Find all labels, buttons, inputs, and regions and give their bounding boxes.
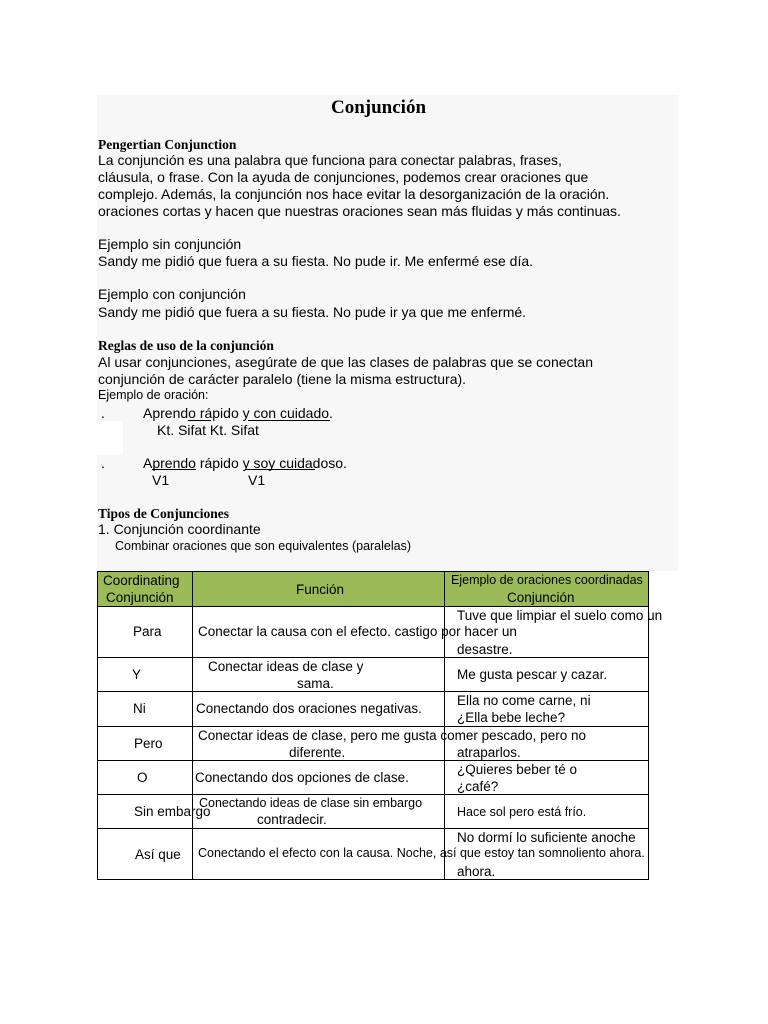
header-col2: Función [296, 582, 345, 597]
conjunction-cell: O [137, 770, 148, 785]
function-cell-line: diferente. [289, 745, 346, 760]
example-cell-line: Tuve que limpiar el suelo como un [457, 608, 663, 623]
table-row [98, 727, 649, 761]
example-cell-line: ¿Quieres beber té o [457, 762, 578, 777]
function-cell: Conectando el efecto con la causa. Noche, así que estoy tan somnoliento ahora. [198, 846, 645, 860]
example-cell-line: ¿Ella bebe leche? [457, 710, 566, 725]
types-item-1: 1. Conjunción coordinante [98, 521, 261, 537]
example-with-text: Sandy me pidió que fuera a su fiesta. No pude ir ya que me enfermé. [98, 304, 527, 320]
example-sentence-2: Aprendo rápido y soy cuidadoso. [143, 455, 347, 471]
paragraph-line: La conjunción es una palabra que funciona para conectar palabras, frases, [98, 152, 562, 168]
white-block [97, 421, 123, 455]
example-cell-line: ¿café? [457, 779, 499, 794]
function-cell: Conectando dos opciones de clase. [195, 770, 409, 785]
example-cell-line: ahora. [457, 864, 496, 879]
header-ejemplo [445, 572, 649, 607]
bullet-marker: . [101, 455, 105, 471]
conjunction-cell: Y [132, 667, 142, 682]
function-cell-line: contradecir. [257, 812, 327, 827]
header-col1-line1: Coordinating [103, 573, 180, 588]
underline-mark [246, 469, 315, 470]
example-cell: atraparlos. [457, 745, 521, 760]
function-cell-line: Conectar ideas de clase y [208, 659, 364, 674]
example-sentence-1-tags: Kt. Sifat Kt. Sifat [157, 422, 259, 438]
conjunction-cell: Para [133, 624, 162, 639]
example-sentence-label: Ejemplo de oración: [98, 388, 209, 402]
conjunction-table [97, 571, 663, 880]
table-header-row [98, 572, 649, 607]
example-cell: Hace sol pero está frío. [457, 805, 587, 819]
conjunction-cell: Ni [133, 701, 146, 716]
function-cell: Conectando dos oraciones negativas. [196, 701, 422, 716]
paragraph-line: cláusula, o frase. Con la ayuda de conjunciones, podemos crear oraciones que [98, 169, 589, 185]
header-col3-line2: Conjunción [507, 590, 575, 605]
header-col1-line2: Conjunción [106, 590, 174, 605]
table-row [98, 658, 649, 692]
underline-mark [188, 420, 211, 421]
example-cell: Me gusta pescar y cazar. [457, 667, 608, 682]
table-row [98, 795, 649, 829]
section-heading-reglas: Reglas de uso de la conjunción [98, 338, 274, 353]
example-cell-line: Ella no come carne, ni [457, 693, 591, 708]
table-row [98, 829, 649, 880]
paragraph-line: complejo. Además, la conjunción nos hace evitar la desorganización de la oración. [98, 186, 610, 202]
example-without-label: Ejemplo sin conjunción [98, 236, 242, 252]
example-sentence-1: Aprendo rápido y con cuidado. [143, 405, 333, 421]
header-funcion [193, 572, 445, 607]
example-cell-line: desastre. [457, 642, 513, 657]
verb-tag: V1 [152, 472, 170, 488]
table-row [98, 607, 649, 658]
types-item-1-description: Combinar oraciones que son equivalentes (paralelas) [115, 539, 412, 553]
example-without-text: Sandy me pidió que fuera a su fiesta. No pude ir. Me enfermé ese día. [98, 253, 534, 269]
header-coordinating [98, 572, 193, 607]
conjunction-cell: Así que [135, 847, 181, 862]
verb-tag: V1 [248, 472, 266, 488]
paragraph-line: conjunción de carácter paralelo (tiene la misma estructura). [98, 371, 467, 387]
conjunction-cell: Sin embargo [134, 804, 211, 819]
paragraph-line: oraciones cortas y hacen que nuestras oraciones sean más fluidas y más continuas. [98, 203, 621, 219]
function-cell-line: Conectar ideas de clase, pero me gusta comer pescado, pero no [198, 728, 586, 743]
function-cell: Conectar la causa con el efecto. castigo por hacer un [198, 624, 517, 639]
table-row [98, 761, 649, 795]
function-cell-line: sama. [297, 676, 334, 691]
function-cell-line: Conectando ideas de clase sin embargo [199, 796, 423, 810]
table-row [98, 692, 649, 727]
header-col3-line1: Ejemplo de oraciones coordinadas [451, 573, 643, 587]
paragraph-line: Al usar conjunciones, asegúrate de que las clases de palabras que se conectan [98, 354, 593, 370]
example-with-label: Ejemplo con conjunción [98, 286, 246, 302]
bullet-marker: . [101, 405, 105, 421]
conjunction-cell: Pero [134, 736, 163, 751]
page-title: Conjunción [331, 97, 427, 118]
example-cell-line: No dormí lo suficiente anoche [457, 830, 636, 845]
underline-mark [248, 420, 330, 421]
section-heading-pengertian: Pengertian Conjunction [98, 137, 237, 152]
section-heading-tipos: Tipos de Conjunciones [98, 506, 230, 521]
underline-mark [152, 469, 196, 470]
